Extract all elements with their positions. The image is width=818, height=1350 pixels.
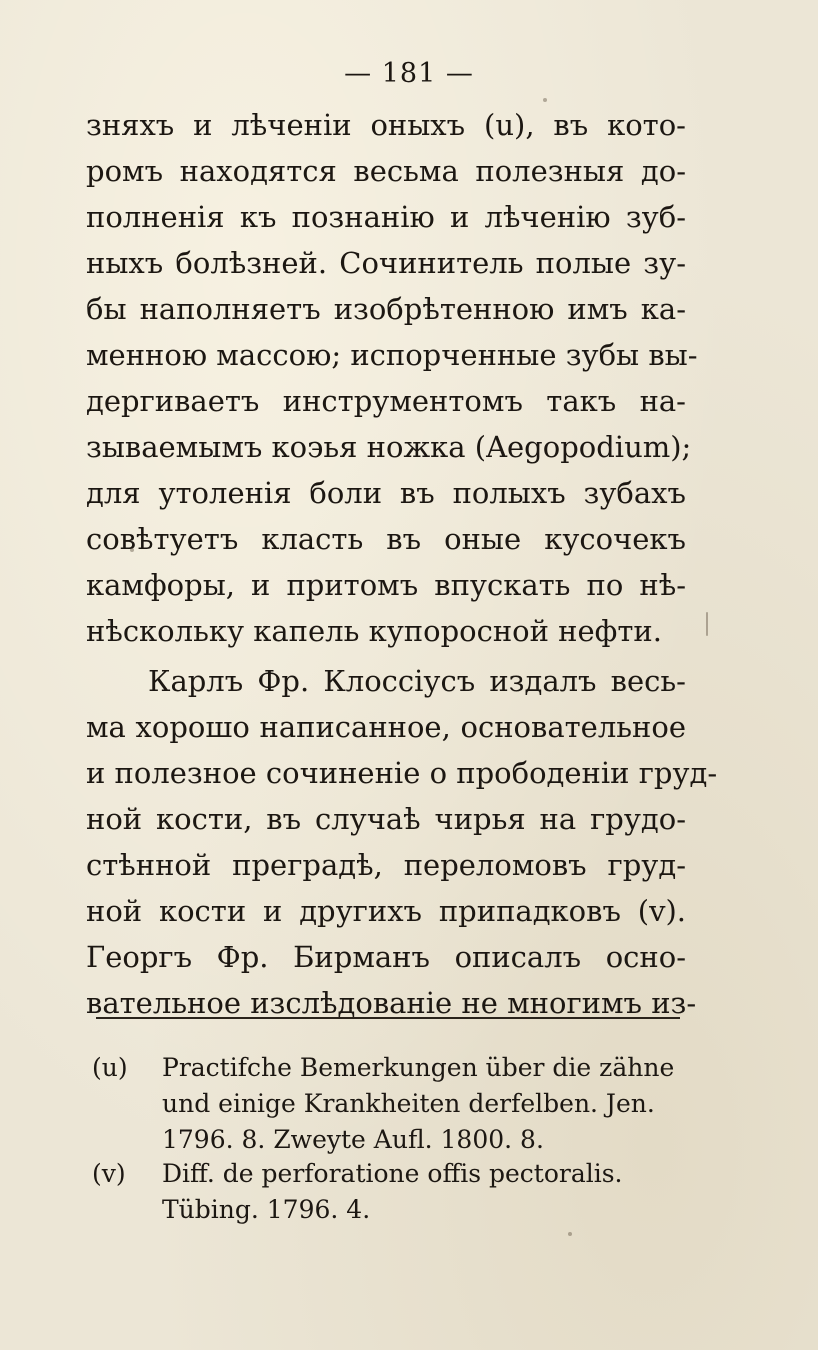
footnote-mark: (u)	[92, 1053, 128, 1082]
footnote-line: 1796. 8. Zweyte Aufl. 1800. 8.	[162, 1125, 544, 1154]
footnote-line: Tübing. 1796. 4.	[162, 1195, 371, 1224]
footnote-text	[162, 1156, 692, 1228]
text-line: камфоры, и притомъ впускать по нѣ-	[86, 568, 686, 602]
text-line: ма хорошо написанное, основательное	[86, 710, 686, 744]
footnote-divider	[96, 1017, 680, 1019]
paper-speck	[706, 612, 708, 636]
text-line: вательное изслѣдованіе не многимъ из-	[86, 986, 697, 1020]
text-line: зываемымъ коэья ножка (Aegopodium);	[86, 430, 692, 464]
text-line: ныхъ болѣзней. Сочинитель полые зу-	[86, 246, 686, 280]
text-line: зняхъ и лѣченіи оныхъ (u), въ кото-	[86, 108, 686, 142]
footnote-line: und einige Krankheiten derfelben. Jen.	[162, 1089, 655, 1118]
text-line: Карлъ Фр. Клоссіусъ издалъ весь-	[148, 664, 686, 698]
footnote-line: Diff. de perforatione offis pectoralis.	[162, 1159, 623, 1188]
text-line: ромъ находятся весьма полезныя до-	[86, 154, 686, 188]
text-line: полненія къ познанію и лѣченію зуб-	[86, 200, 686, 234]
paper-speck	[130, 548, 134, 552]
paper-speck	[568, 1232, 572, 1236]
footnote-line: Practifche Bemerkungen über die zähne	[162, 1053, 675, 1082]
paper-speck	[543, 98, 547, 102]
text-line: менною массою; испорченные зубы вы-	[86, 338, 698, 372]
footnote-text	[162, 1050, 692, 1158]
text-line: ной кости, въ случаѣ чирья на грудо-	[86, 802, 686, 836]
text-line: Георгъ Фр. Бирманъ описалъ осно-	[86, 940, 686, 974]
text-line: и полезное сочиненіе о прободеніи груд-	[86, 756, 718, 790]
text-line: совѣтуетъ класть въ оные кусочекъ	[86, 522, 686, 556]
text-line: для утоленія боли въ полыхъ зубахъ	[86, 476, 686, 510]
text-line: бы наполняетъ изобрѣтенною имъ ка-	[86, 292, 686, 326]
text-line: дергиваетъ инструментомъ такъ на-	[86, 384, 686, 418]
text-line: стѣнной преградѣ, переломовъ груд-	[86, 848, 686, 882]
footnote-mark: (v)	[92, 1159, 126, 1188]
text-line: ной кости и другихъ припадковъ (v).	[86, 894, 686, 928]
text-line: нѣскольку капель купоросной нефти.	[86, 614, 662, 648]
page-number: — 181 —	[344, 58, 474, 89]
